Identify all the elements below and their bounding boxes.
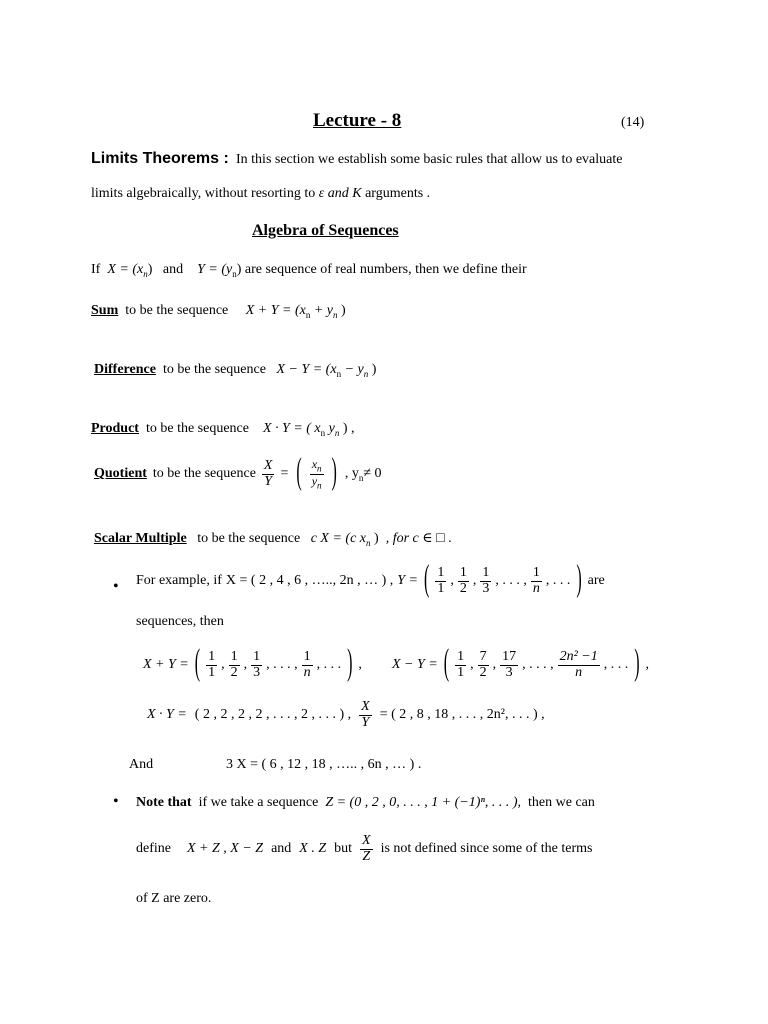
fraction-numerator: 1: [457, 649, 465, 664]
fraction-numerator: 1: [482, 565, 490, 580]
but-word: but: [334, 841, 353, 857]
undefined-text: is not defined since some of the terms: [380, 841, 593, 857]
x-def: X = (x: [107, 262, 144, 277]
fraction-numerator: 1: [208, 649, 216, 664]
n-subscript: n: [305, 309, 311, 320]
limits-theorems-heading: Limits Theorems :: [91, 150, 229, 167]
fraction-1-2: [458, 566, 469, 596]
right-paren: ): [347, 644, 353, 684]
fraction-1-2: [229, 650, 240, 680]
sum-def: [91, 303, 346, 320]
note-line-2: [136, 834, 592, 864]
fraction-denominator: 3: [482, 580, 490, 596]
n-subscript: n: [333, 309, 338, 320]
if-word: If: [91, 262, 101, 277]
quotient-cond-end: ≠ 0: [363, 465, 382, 481]
sequences-then: sequences, then: [136, 614, 224, 629]
lecture-title: Lecture - 8: [313, 110, 402, 131]
and-word: and: [271, 841, 292, 857]
product-def: [91, 421, 355, 438]
scalar-multiple-label: Scalar Multiple: [94, 531, 187, 546]
fraction-denominator: [310, 475, 324, 491]
fraction-1-3: [251, 650, 262, 680]
difference-def: [94, 362, 376, 379]
note-label: Note that: [136, 795, 192, 810]
difference-close: ): [371, 362, 377, 377]
difference-label: Difference: [94, 362, 156, 377]
example-pre: For example, if: [136, 573, 222, 589]
ellipsis: , . . .: [316, 657, 342, 673]
fraction-1-1: [206, 650, 217, 680]
note-last-line: of Z are zero.: [136, 891, 212, 906]
fraction-numerator: 17: [502, 649, 517, 664]
fraction-numerator: 1: [459, 565, 467, 580]
n-subscript: n: [336, 368, 342, 379]
and-label: And: [129, 757, 154, 772]
product-values: ( 2 , 2 , 2 , 2 , . . . , 2 , . . . ) ,: [194, 707, 352, 723]
bullet-icon: •: [113, 793, 119, 810]
fraction-1-n: [531, 566, 542, 596]
ellipsis: , . . . ,: [495, 573, 527, 589]
product-example: [147, 700, 545, 730]
product-end: ) ,: [342, 421, 355, 436]
sum-text: to be the sequence: [125, 303, 229, 318]
ellipsis: , . . .: [603, 657, 629, 673]
fraction-denominator: 2: [230, 664, 238, 680]
and-word: and: [162, 262, 184, 277]
comma: ,: [243, 657, 248, 673]
note-text-1: if we take a sequence: [198, 795, 319, 810]
note-line-1: [136, 795, 595, 811]
fraction-denominator: Y: [264, 473, 273, 489]
sum-expr-mid: + y: [310, 303, 334, 318]
ellipsis: , . . . ,: [522, 657, 554, 673]
comma: ,: [358, 657, 362, 673]
k-symbol: K: [352, 186, 362, 201]
scalar-end: .: [448, 531, 452, 546]
difference-expr-mid: − y: [341, 362, 364, 377]
fraction-numerator: 7: [479, 649, 487, 664]
left-paren: (: [194, 644, 201, 684]
bullet-icon: •: [113, 578, 119, 595]
right-paren: ): [331, 453, 337, 493]
fraction-7-2: [478, 650, 489, 680]
n-subscript: n: [317, 480, 322, 491]
product-expr-mid: y: [325, 421, 335, 436]
x-variable: x: [311, 457, 318, 471]
n-subscript: n: [363, 368, 369, 379]
example-line: [136, 560, 605, 600]
fraction-denominator: 2: [479, 664, 487, 680]
fraction-numerator: 1: [532, 565, 540, 580]
n-subscript: n: [366, 537, 371, 548]
x-sequence-def: X = ( 2 , 4 , 6 , ….., 2n , … ) ,: [225, 573, 394, 589]
fraction-numerator: 2n² −1: [559, 649, 598, 664]
real-numbers-symbol: □: [436, 531, 445, 546]
fraction-denominator: n: [532, 580, 540, 596]
n-subscript: n: [143, 268, 148, 279]
ellipsis: , . . .: [545, 573, 571, 589]
intro-line-2-text: limits algebraically, without resorting to: [91, 186, 316, 201]
fraction-numerator: X: [362, 833, 371, 848]
ellipsis: , . . . ,: [266, 657, 298, 673]
define-word: define: [136, 841, 171, 857]
fraction-denominator: 1: [208, 664, 216, 680]
right-paren: ): [634, 644, 640, 684]
x-dot-z: X . Z: [299, 841, 327, 857]
right-paren: ): [576, 560, 582, 600]
are-word: are: [587, 573, 605, 589]
if-line-text: are sequence of real numbers, then we define their: [244, 262, 527, 277]
x-over-z-fraction: [360, 834, 373, 864]
quotient-values: = ( 2 , 8 , 18 , . . . , 2n², . . . ) ,: [379, 707, 545, 723]
fraction-denominator: n: [303, 664, 311, 680]
note-text-2: then we can: [528, 795, 595, 810]
fraction-numerator: 1: [303, 649, 311, 664]
if-line: [91, 262, 527, 279]
quotient-def: [94, 453, 382, 493]
scalar-for: , for c ∈: [385, 531, 433, 546]
epsilon-symbol: ε: [318, 186, 325, 201]
intro-line-2-end: arguments .: [365, 186, 431, 201]
fraction-numerator: 1: [253, 649, 261, 664]
fraction-denominator: 1: [437, 580, 445, 596]
n-subscript: n: [334, 427, 340, 438]
difference-expr: X − Y = (x: [276, 362, 337, 377]
left-paren: (: [443, 644, 450, 684]
fraction-denominator: Y: [361, 714, 370, 730]
y-sequence-label: Y =: [397, 573, 418, 589]
fraction-denominator: 1: [457, 664, 465, 680]
product-text: to be the sequence: [145, 421, 249, 436]
n-subscript: n: [358, 472, 364, 483]
fraction-denominator: Z: [362, 848, 371, 864]
fraction-denominator: 3: [505, 664, 513, 680]
quotient-condition: [345, 466, 382, 483]
n-subscript: n: [232, 268, 237, 279]
fraction-1-3: [480, 566, 491, 596]
comma: ,: [221, 657, 225, 673]
fraction-numerator: 1: [437, 565, 445, 580]
scalar-multiple-def: [94, 530, 452, 548]
comma: ,: [492, 657, 497, 673]
fraction-1-1: [435, 566, 446, 596]
fraction-numerator: [310, 458, 324, 475]
fraction-numerator: 1: [230, 649, 238, 664]
y-variable: y: [311, 473, 318, 488]
fraction-numerator: X: [361, 699, 370, 714]
left-paren: (: [424, 560, 430, 600]
x-def-close: ): [147, 262, 153, 277]
fraction-denominator: n: [575, 664, 583, 680]
difference-text: to be the sequence: [162, 362, 266, 377]
fraction-denominator: 3: [253, 664, 261, 680]
xn-over-yn-fraction: [310, 458, 324, 491]
x-over-y-fraction: [359, 700, 372, 730]
x-minus-y: X − Y =: [392, 657, 438, 673]
comma: ,: [450, 573, 454, 589]
z-sequence-def: Z = (0 , 2 , 0, . . . , 1 + (−1)ⁿ, . . . ),: [325, 795, 522, 810]
fraction-2n2-1-n: [558, 650, 600, 680]
intro-line-1: In this section we establish some basic rules that allow us to evaluate: [236, 152, 623, 167]
fraction-numerator: X: [263, 458, 273, 474]
product-expr: X · Y = ( x: [262, 421, 321, 436]
fraction-1-n: [302, 650, 313, 680]
x-plus-y: X + Y =: [143, 657, 189, 673]
x-over-y-fraction: [262, 459, 275, 489]
fraction-denominator: 2: [459, 580, 467, 596]
quotient-label: Quotient: [94, 466, 147, 482]
comma: ,: [472, 573, 477, 589]
and-word: and: [327, 186, 349, 201]
sum-example: [143, 644, 362, 684]
intro-line-2: [91, 186, 430, 202]
sum-expr: X + Y = (x: [245, 303, 306, 318]
comma: ,: [645, 657, 650, 673]
scalar-close: ): [374, 531, 379, 546]
y-def: Y = (y: [197, 262, 233, 277]
sum-close: ): [341, 303, 346, 318]
n-subscript: n: [317, 463, 322, 474]
scalar-example: 3 X = ( 6 , 12 , 18 , ….. , 6n , … ) .: [226, 757, 422, 772]
y-def-close: ): [236, 262, 242, 277]
fraction-17-3: [500, 650, 518, 680]
fraction-1-1: [455, 650, 466, 680]
section-title: Algebra of Sequences: [252, 222, 399, 239]
scalar-multiple-text: to be the sequence: [197, 531, 301, 546]
difference-example: [392, 644, 650, 684]
x-times-y: X · Y =: [147, 707, 187, 723]
comma: ,: [470, 657, 474, 673]
left-paren: (: [296, 453, 302, 493]
quotient-cond-text: , y: [344, 465, 359, 481]
quotient-text: to be the sequence: [152, 466, 256, 482]
n-subscript: n: [320, 427, 326, 438]
equals-sign: =: [280, 466, 289, 482]
sum-label: Sum: [91, 303, 119, 318]
z-operations: X + Z , X − Z: [186, 841, 264, 857]
product-label: Product: [91, 421, 139, 436]
page-number: (14): [621, 115, 645, 130]
scalar-expr: c X = (c x: [310, 531, 367, 546]
